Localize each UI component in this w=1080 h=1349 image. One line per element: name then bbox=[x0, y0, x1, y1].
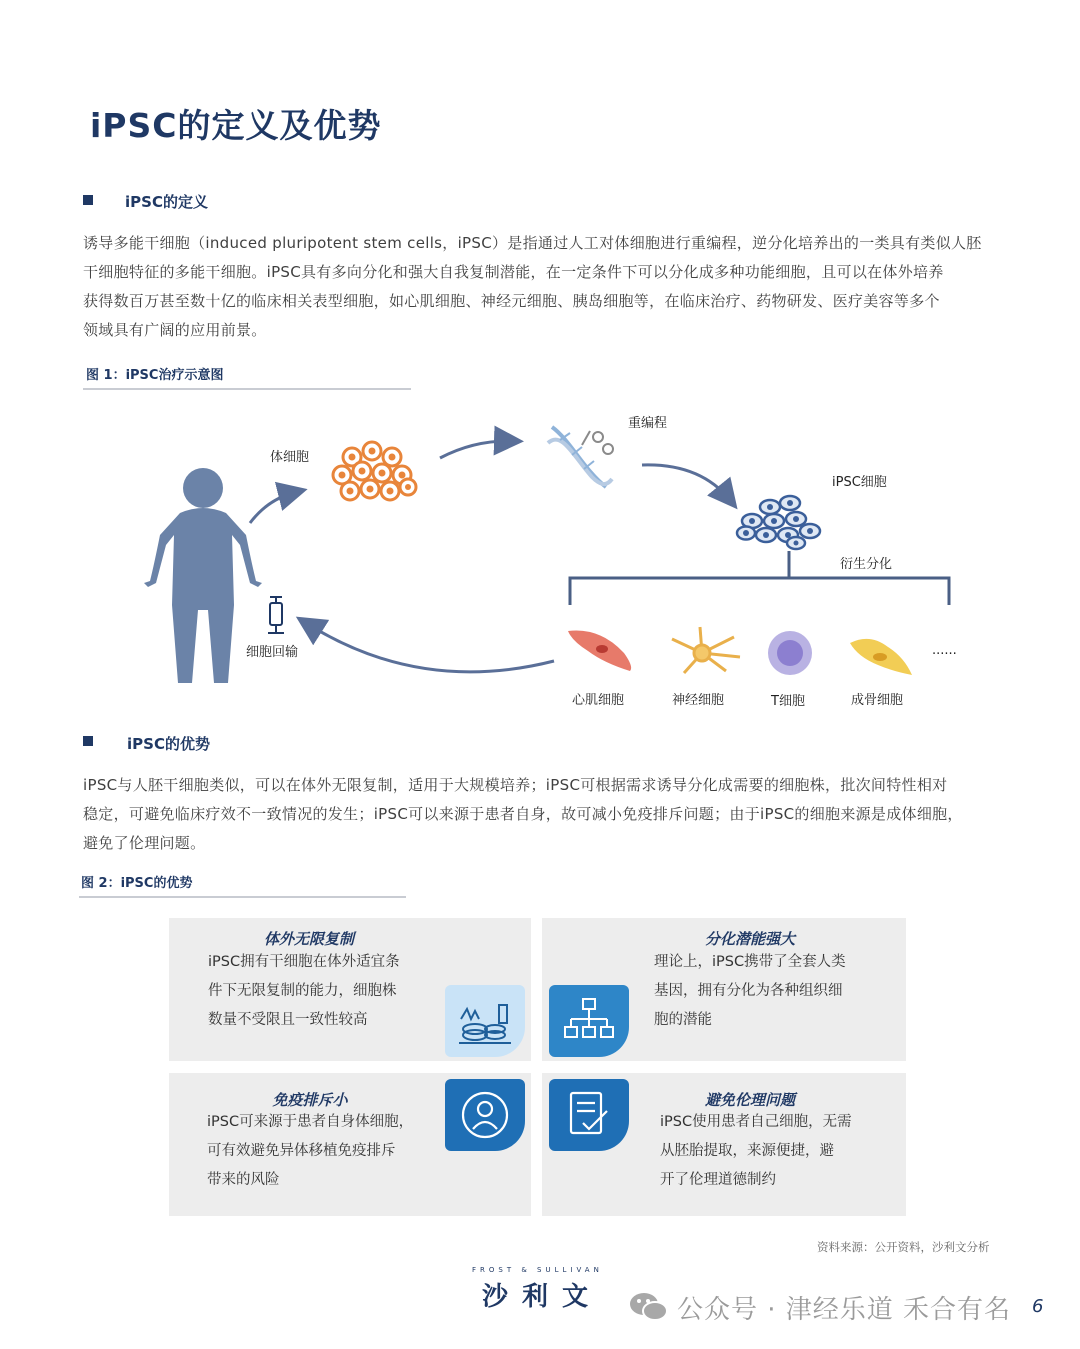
page-title: iPSC的定义及优势 bbox=[90, 106, 382, 145]
label-differentiation: 衍生分化 bbox=[840, 557, 893, 572]
paragraph-line: 稳定，可避免临床疗效不一致情况的发生；iPSC可以来源于患者自身，故可减小免疫排斥问题；由于iPSC的细胞来源是成体细胞， bbox=[83, 805, 963, 823]
paragraph-line: 获得数百万甚至数十亿的临床相关表型细胞，如心肌细胞、神经元细胞、胰岛细胞等，在临床治疗、药物研发、医疗美容等多个 bbox=[83, 292, 940, 310]
paragraph-line: 领域具有广阔的应用前景。 bbox=[83, 321, 267, 339]
person-cycle-icon bbox=[445, 1079, 525, 1151]
card-line: 可有效避免异体移植免疫排斥 bbox=[207, 1143, 396, 1159]
figure2-rule bbox=[79, 896, 406, 898]
figure2-title: 图 2：iPSC的优势 bbox=[81, 876, 193, 891]
differentiation-bracket bbox=[570, 551, 949, 605]
paragraph-line: iPSC与人胚干细胞类似，可以在体外无限复制，适用于大规模培养；iPSC可根据需求诱导分化成需要的细胞株，批次间特性相对 bbox=[83, 776, 948, 794]
arrow-reinfusion bbox=[306, 623, 554, 672]
card-text bbox=[208, 948, 400, 1035]
paragraph-line: 避免了伦理问题。 bbox=[83, 834, 206, 852]
culture-dish-icon bbox=[445, 985, 525, 1057]
wechat-icon bbox=[628, 1288, 670, 1328]
t-cell-icon bbox=[768, 631, 812, 675]
arrow-body-to-somatic bbox=[250, 492, 296, 523]
card-title: 避免伦理问题 bbox=[704, 1091, 795, 1109]
section-heading-advantages: iPSC的优势 bbox=[127, 735, 210, 753]
paragraph-line: 诱导多能干细胞（induced pluripotent stem cells，iPSC）是指通过人工对体细胞进行重编程，逆分化培养出的一类具有类似人胚 bbox=[83, 234, 982, 252]
card-text bbox=[207, 1108, 413, 1195]
ipsc-therapy-diagram bbox=[0, 395, 1080, 715]
card-text bbox=[660, 1108, 852, 1195]
label-ellipsis: ...... bbox=[932, 643, 957, 658]
page-number: 6 bbox=[1032, 1296, 1044, 1317]
label-ipsc-cells: iPSC细胞 bbox=[832, 475, 887, 490]
hierarchy-icon bbox=[549, 985, 629, 1057]
figure1-title: 图 1：iPSC治疗示意图 bbox=[86, 368, 224, 383]
card-line: 理论上，iPSC携带了全套人类 bbox=[654, 954, 846, 970]
card-line: 带来的风险 bbox=[207, 1172, 280, 1188]
document-check-icon bbox=[549, 1079, 629, 1151]
label-t-cell: T细胞 bbox=[771, 694, 805, 709]
paragraph-line: 干细胞特征的多能干细胞。iPSC具有多向分化和强大自我复制潜能，在一定条件下可以分化成多种功能细胞，且可以在体外培养 bbox=[83, 263, 944, 281]
label-neuron: 神经细胞 bbox=[672, 693, 725, 708]
card-line: 件下无限复制的能力，细胞株 bbox=[208, 983, 397, 999]
label-osteoblast: 成骨细胞 bbox=[851, 693, 904, 708]
card-line: iPSC使用患者自己细胞，无需 bbox=[660, 1114, 852, 1130]
section-bullet bbox=[83, 736, 93, 746]
card-title: 免疫排斥小 bbox=[272, 1091, 348, 1109]
card-title: 分化潜能强大 bbox=[704, 930, 795, 948]
advantage-card-ethics bbox=[542, 1073, 906, 1216]
definition-paragraph bbox=[83, 229, 1023, 345]
figure1-rule bbox=[83, 388, 411, 390]
card-text bbox=[654, 948, 846, 1035]
arrow-somatic-to-reprogram bbox=[440, 441, 512, 458]
card-title: 体外无限复制 bbox=[263, 930, 354, 948]
label-reinfusion: 细胞回输 bbox=[246, 645, 299, 660]
human-body-icon bbox=[144, 468, 262, 683]
logo-top-text: FROST & SULLIVAN bbox=[472, 1266, 603, 1274]
advantages-paragraph bbox=[83, 771, 1023, 858]
card-line: 基因，拥有分化为各种组织细 bbox=[654, 983, 843, 999]
card-line: iPSC拥有干细胞在体外适宜条 bbox=[208, 954, 400, 970]
osteoblast-icon bbox=[850, 639, 912, 675]
logo-main: 沙利文 bbox=[482, 1282, 603, 1312]
card-line: 从胚胎提取，来源便捷，避 bbox=[660, 1143, 834, 1159]
card-line: 胞的潜能 bbox=[654, 1012, 712, 1028]
label-reprogram: 重编程 bbox=[628, 416, 668, 431]
label-cardiomyocyte: 心肌细胞 bbox=[572, 693, 625, 708]
section-heading-definition: iPSC的定义 bbox=[125, 193, 208, 211]
advantage-card-differentiation bbox=[542, 918, 906, 1061]
watermark: 公众号 · 津经乐道 禾合有名 bbox=[677, 1295, 1012, 1325]
syringe-icon bbox=[268, 597, 284, 633]
card-line: iPSC可来源于患者自身体细胞， bbox=[207, 1114, 414, 1130]
arrow-reprogram-to-ipsc bbox=[642, 465, 730, 500]
source-note: 资料来源：公开资料，沙利文分析 bbox=[817, 1240, 990, 1254]
section-bullet bbox=[83, 195, 93, 205]
dna-scissors-icon bbox=[548, 427, 613, 487]
label-somatic: 体细胞 bbox=[270, 450, 310, 465]
neuron-icon bbox=[672, 627, 740, 673]
advantage-card-immune bbox=[169, 1073, 531, 1216]
advantage-card-replication bbox=[169, 918, 531, 1061]
cardiomyocyte-icon bbox=[568, 630, 631, 671]
card-line: 开了伦理道德制约 bbox=[660, 1172, 776, 1188]
card-line: 数量不受限且一致性较高 bbox=[208, 1012, 368, 1028]
